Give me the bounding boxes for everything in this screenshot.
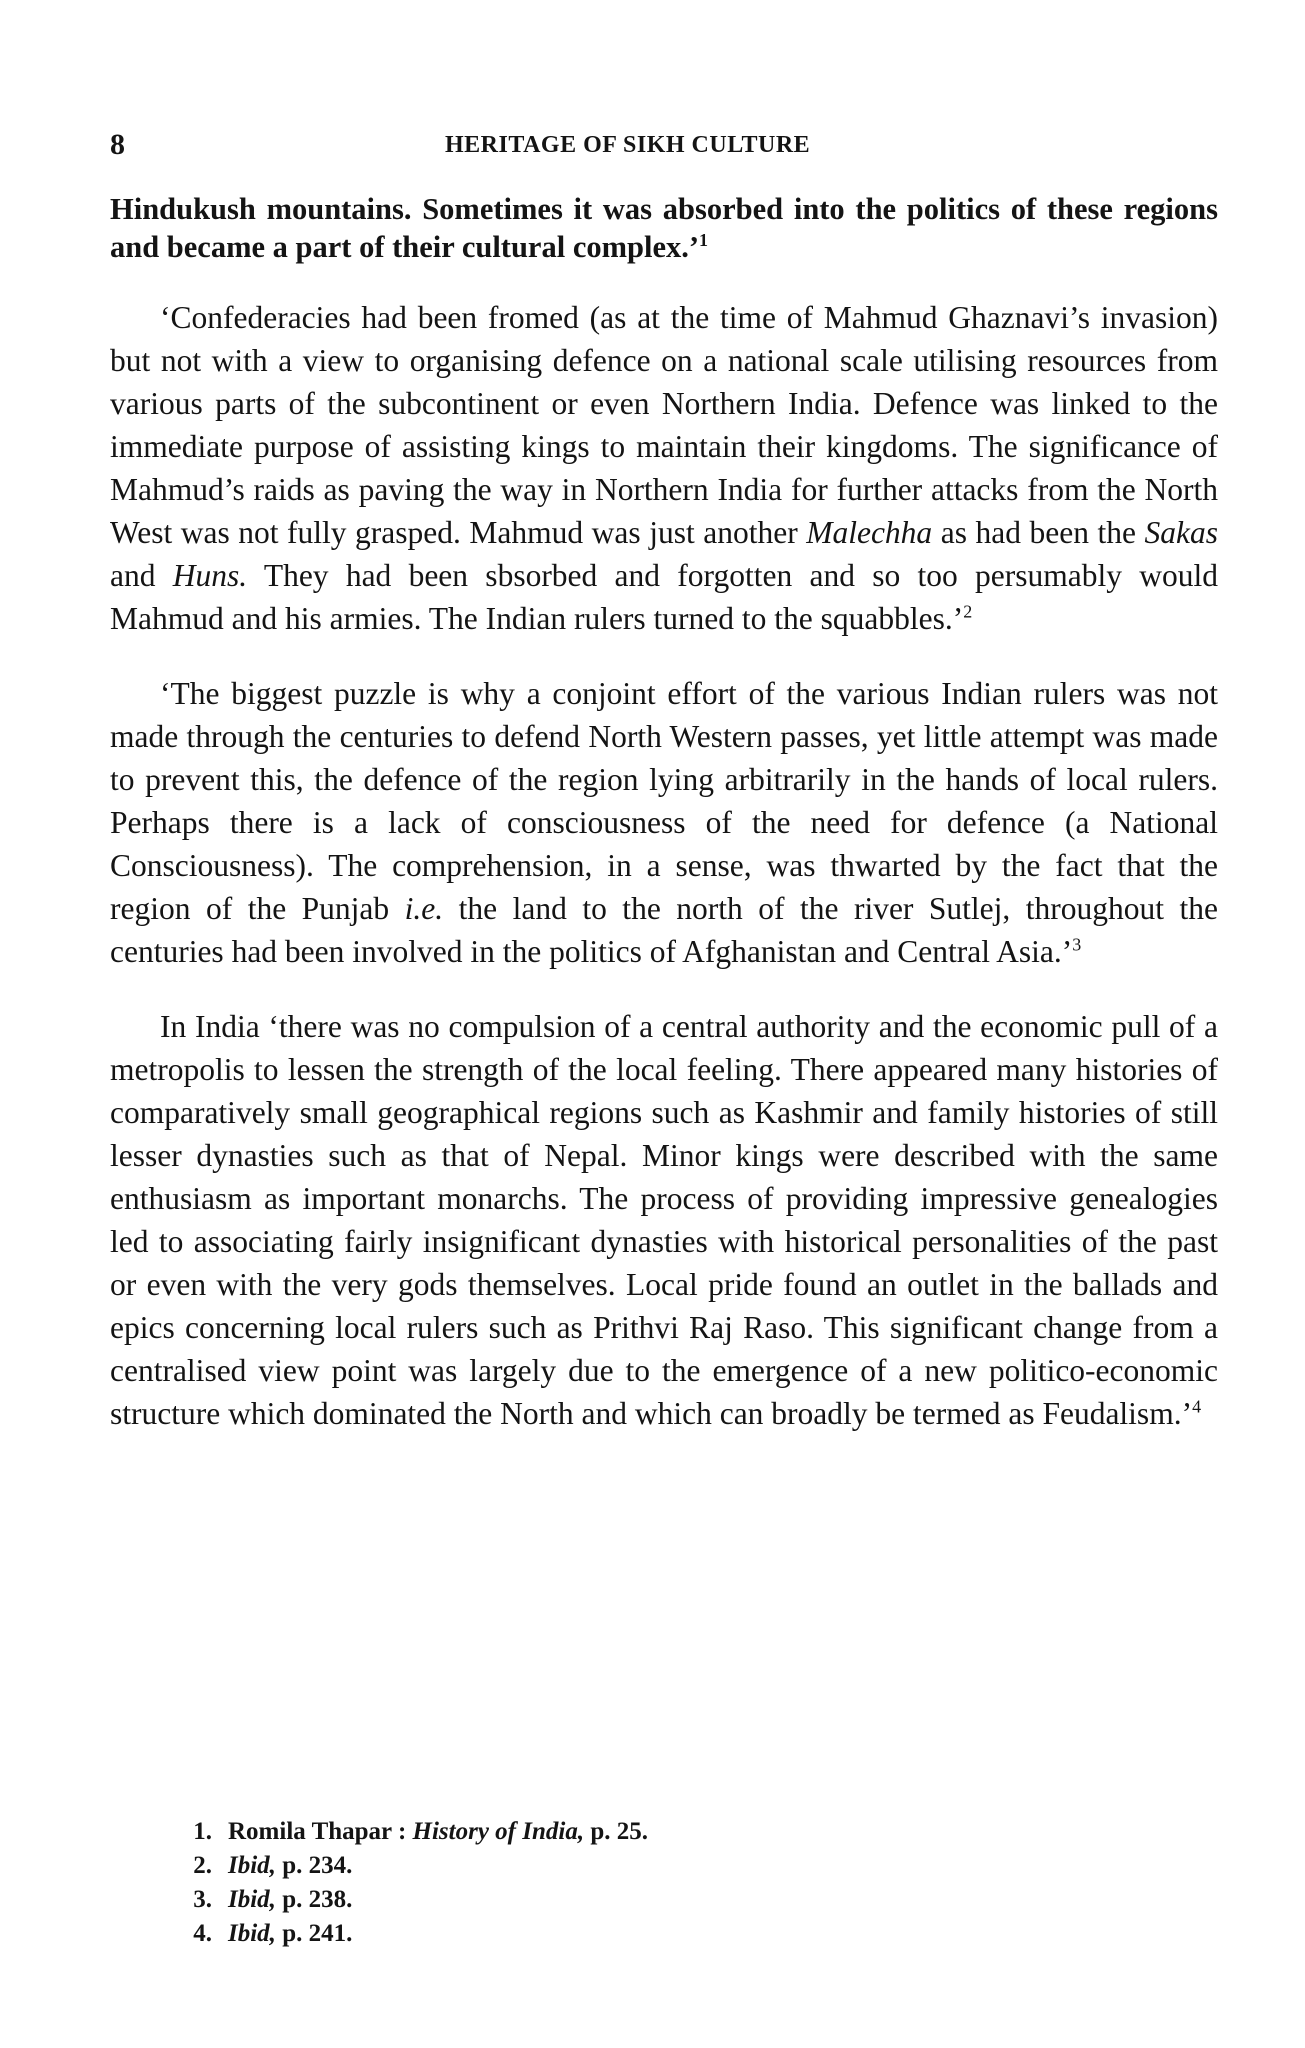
paragraph-biggest-puzzle (110, 672, 1218, 973)
paragraph-text: ‘Confederacies had been fromed (as at the time of Mahmud Ghaznavi’s invasion) but not with a view to organising defence on a national scale utilising resources from various parts of the subcontinent or even Northern India. Defence was linked to the immediate purpose of assisting kings to maintain their kingdoms. The significance of Mahmud’s raids as paving the way in Northern India for further attacks from the North West was not fully grasped. Mahmud was just another (110, 300, 1218, 550)
paragraph-text: They had been sbsorbed and forgotten and so too persumably would Mahmud and his armies. The Indian rulers turned to the squabbles.’ (110, 558, 1218, 636)
footnote-text (228, 1917, 352, 1951)
footnote-author: Romila Thapar : (228, 1818, 413, 1845)
footnote-page: p. 25. (584, 1818, 648, 1845)
footnote-number: 3. (193, 1886, 212, 1913)
italic-term: Huns. (172, 558, 248, 593)
footnote-page: p. 238. (275, 1886, 353, 1913)
footnote-item (190, 1883, 990, 1917)
paragraph-text: and (110, 558, 173, 593)
body-text (110, 190, 1218, 1467)
footnote-item (190, 1849, 990, 1883)
footnote-page: p. 241. (275, 1920, 353, 1947)
footnote-work: History of India, (412, 1818, 585, 1845)
footnote-text (228, 1883, 352, 1917)
italic-term: Malechha (806, 515, 933, 550)
book-page (110, 0, 1230, 2048)
footnote-text (228, 1815, 648, 1849)
running-title: HERITAGE OF SIKH CULTURE (445, 132, 811, 158)
footnote-number: 4. (193, 1920, 212, 1947)
footnote-ref: 3 (1072, 934, 1082, 955)
paragraph-text: ‘The biggest puzzle is why a conjoint effort of the various Indian rulers was not made through the centuries to defend North Western passes, yet little attempt was made to prevent this, the defence of the region lying arbitrarily in the hands of local rulers. Perhaps there is a lack of consciousness of the need for defence (a National Consciousness). The comprehension, in a sense, was thwarted by the fact that the region of the Punjab (110, 676, 1218, 926)
footnote-item (190, 1917, 990, 1951)
footnote-ref: 2 (963, 601, 973, 622)
footnote-page: p. 234. (275, 1852, 353, 1879)
footnote-ref: 4 (1192, 1396, 1202, 1417)
footnote-number: 1. (193, 1818, 212, 1845)
paragraph-text: the land to the north of the river Sutlej, throughout the centuries had been involved in the politics of Afghanistan and Central Asia.’ (110, 891, 1218, 969)
footnote-number: 2. (193, 1852, 212, 1879)
italic-term: i.e. (404, 891, 444, 926)
footnote-text (228, 1849, 352, 1883)
italic-term: Sakas (1144, 515, 1218, 550)
footnote-item (190, 1815, 990, 1849)
paragraph-continuation (110, 190, 1218, 266)
footnotes (190, 1815, 990, 1951)
paragraph-text: In India ‘there was no compulsion of a central authority and the economic pull of a metropolis to lessen the strength of the local feeling. There appeared many histories of comparatively small geographical regions such as Kashmir and family histories of still lesser dynasties such as that of Nepal. Minor kings were described with the same enthusiasm as important monarchs. The process of providing impressive genealogies led to associating fairly insignificant dynasties with historical personalities of the past or even with the very gods themselves. Local pride found an outlet in the ballads and epics concerning local rulers such as Prithvi Raj Raso. This significant change from a centralised view point was largely due to the emergence of a new politico-economic structure which dominated the North and which can broadly be termed as Feudalism.’ (110, 1009, 1218, 1431)
footnote-work: Ibid, (228, 1920, 276, 1947)
paragraph-text: as had been the (932, 515, 1145, 550)
paragraph-in-india (110, 1005, 1218, 1435)
running-head (110, 128, 1220, 168)
page-number: 8 (110, 128, 125, 161)
paragraph-text: Hindukush mountains. Sometimes it was absorbed into the politics of these regions and became a part of their cultural complex.’ (110, 192, 1218, 264)
footnote-work: Ibid, (228, 1886, 276, 1913)
footnote-ref: 1 (699, 229, 709, 250)
paragraph-confederacies (110, 296, 1218, 640)
footnote-work: Ibid, (228, 1852, 276, 1879)
